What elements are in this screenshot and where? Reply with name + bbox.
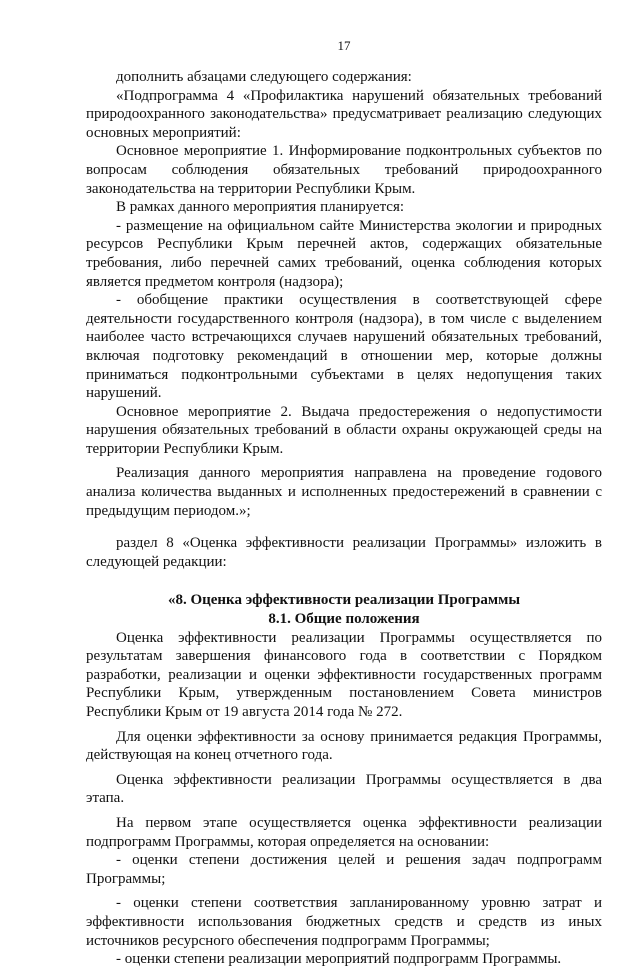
paragraph-subprogram-4: «Подпрограмма 4 «Профилактика нарушений обязательных требований природоохранного законодательства» предусматривает реализацию следующих основных мероприятий: <box>86 87 602 141</box>
paragraph-implementation: Реализация данного мероприятия направлена на проведение годового анализа количества выданных и исполненных предостережений в сравнении с предыдущим периодом.»; <box>86 465 602 519</box>
paragraph-evaluation-basis: Оценка эффективности реализации Программы осуществляется по результатам завершения финансового года в соответствии с Порядком разработки, реализации и оценки эффективности государственных программ Республики Крым, утвержденным постановлением Совета министров Республики Крым от 19 августа 2014 года № 272. <box>86 629 602 720</box>
paragraph-planned: В рамках данного мероприятия планируется: <box>116 199 405 216</box>
paragraph-main-activity-2: Основное мероприятие 2. Выдача предостережения о недопустимости нарушения обязательных требований в области охраны окружающей среды на территории Республики Крым. <box>86 403 602 457</box>
list-item-activities: - оценки степени реализации мероприятий подпрограмм Программы. <box>116 951 562 968</box>
list-item-costs: - оценки степени соответствия запланированному уровню затрат и эффективности использования бюджетных средств и средств из иных источников ресурсного обеспечения подпрограмм Программы; <box>86 895 602 949</box>
paragraph-edition: Для оценки эффективности за основу принимается редакция Программы, действующая на конец отчетного года. <box>86 728 602 764</box>
section-title: «8. Оценка эффективности реализации Программы <box>167 592 521 609</box>
list-item-website: - размещение на официальном сайте Министерства экологии и природных ресурсов Республики Крым перечней актов, содержащих обязательные требования, либо перечней самих требований, оценка соблюдения которых является предметом контроля (надзора); <box>86 217 602 290</box>
list-item-practice: - обобщение практики осуществления в соответствующей сфере деятельности государственного контроля (надзора), в том числе с выделением наиболее часто встречающихся случаев нарушений обязательных требований, включая подготовку рекомендаций в отношении мер, которые должны приниматься подконтрольными субъектами в целях недопущения таких нарушений. <box>86 292 602 402</box>
paragraph-intro: дополнить абзацами следующего содержания: <box>116 69 412 85</box>
page-number: 17 <box>337 38 351 53</box>
paragraph-first-stage: На первом этапе осуществляется оценка эффективности реализации подпрограмм Программы, которая определяется на основании: <box>86 814 602 850</box>
paragraph-two-stages: Оценка эффективности реализации Программы осуществляется в два этапа. <box>86 771 602 807</box>
subsection-title: 8.1. Общие положения <box>268 611 420 628</box>
paragraph-main-activity-1: Основное мероприятие 1. Информирование подконтрольных субъектов по вопросам соблюдения обязательных требований природоохранного законодательства на территории Республики Крым. <box>86 143 602 197</box>
list-item-goals: - оценки степени достижения целей и решения задач подпрограмм Программы; <box>86 852 602 887</box>
paragraph-section-8-instruction: раздел 8 «Оценка эффективности реализации Программы» изложить в следующей редакции: <box>86 535 602 570</box>
